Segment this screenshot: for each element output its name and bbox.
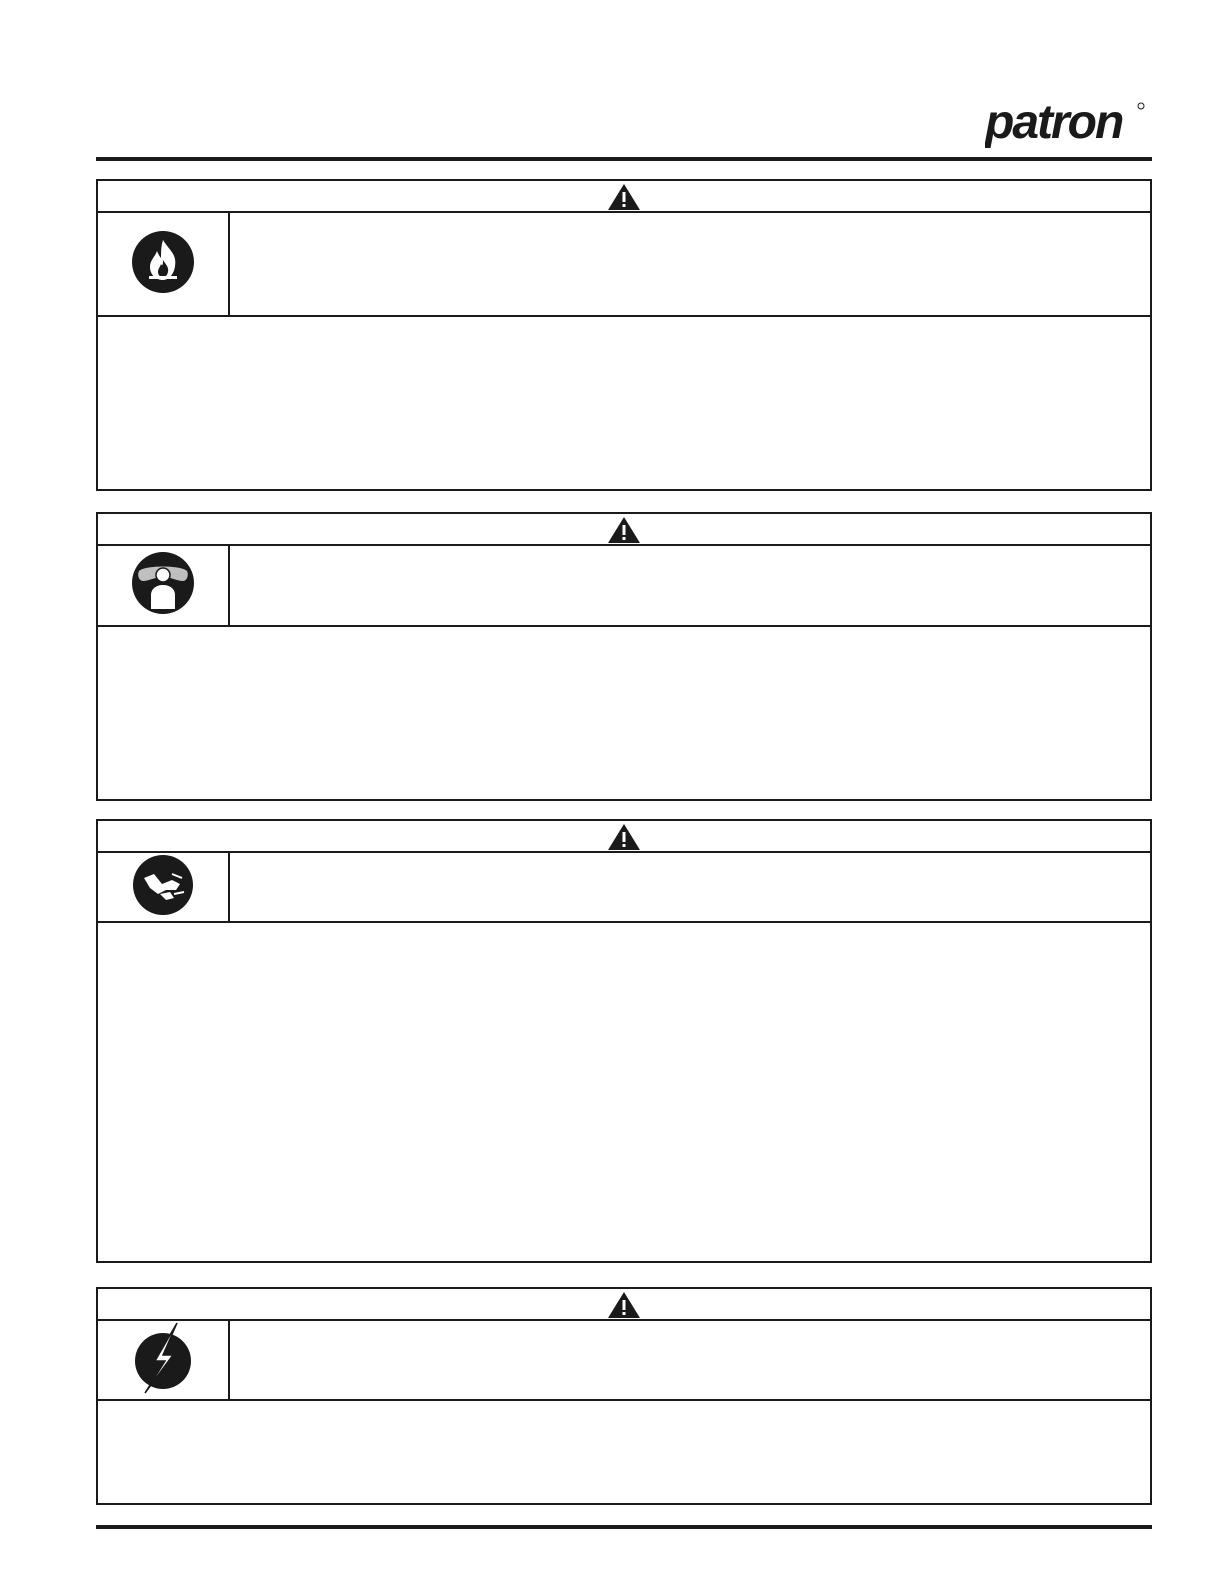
pictogram-cell [98,1321,230,1399]
panel-message [230,213,1150,315]
warning-panel-crush-hazard [96,819,1152,1263]
panel-header [98,181,1150,213]
panel-body [98,627,1150,799]
warning-triangle-icon [607,823,641,851]
warning-panel-eye-protection [96,512,1152,801]
pictogram-cell [98,213,230,315]
panel-icon-row [98,853,1150,923]
panel-body [98,1401,1150,1503]
panel-header [98,514,1150,546]
electric-shock-icon [131,1321,195,1400]
panel-body [98,317,1150,489]
panel-header [98,821,1150,853]
panel-icon-row [98,546,1150,627]
footer-rule [96,1525,1152,1529]
fire-hazard-icon [131,230,195,299]
warning-panel-fire [96,179,1152,491]
hand-crush-hazard-icon [132,854,194,921]
warning-triangle-icon [607,183,641,211]
panel-header [98,1289,1150,1321]
panel-body [98,923,1150,1261]
warning-triangle-icon [607,1291,641,1319]
panel-message [230,546,1150,625]
header-rule [96,157,1152,161]
warning-panel-electric-shock [96,1287,1152,1505]
pictogram-cell [98,853,230,921]
eye-protection-icon [131,551,195,620]
svg-text:patron: patron [985,98,1123,148]
patron-logo [985,98,1147,148]
panel-icon-row [98,1321,1150,1401]
panel-message [230,1321,1150,1399]
pictogram-cell [98,546,230,625]
panel-message [230,853,1150,921]
warning-triangle-icon [607,516,641,544]
panel-icon-row [98,213,1150,317]
